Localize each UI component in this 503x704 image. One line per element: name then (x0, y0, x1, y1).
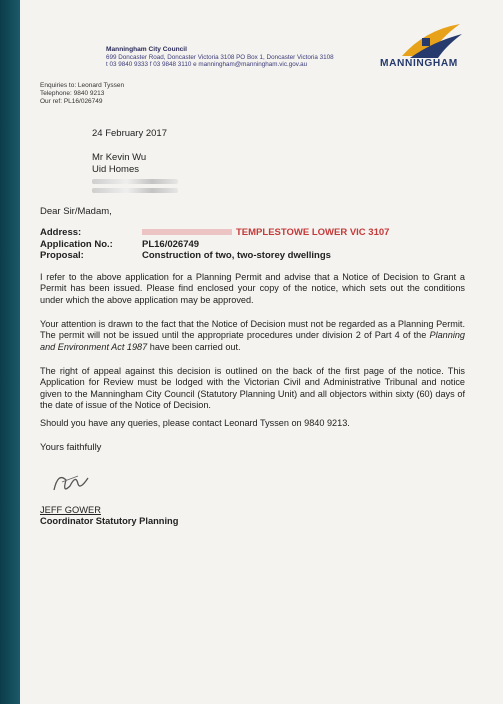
proposal-row (40, 250, 389, 262)
council-header (106, 46, 334, 69)
paragraph-attention: Your attention is drawn to the fact that the Notice of Decision must not be regarded as a Planning Permit. The permit will not be issued until the appropriate procedures under division 2 of Part 4 of the Planning and Environment Act 1987 have been carried out. (40, 319, 465, 352)
council-contact: t 03 9840 9333 f 03 9848 3110 e manningham@manningham.vic.gov.au (106, 61, 308, 69)
enquiries-telephone: Telephone: 9840 9213 (40, 89, 105, 97)
signature-image (48, 460, 98, 500)
paragraph-notice: I refer to the above application for a Planning Permit and advise that a Notice of Decision to Grant a Permit has been issued. Please find enclosed your copy of the notice, which sets out the conditions under which the above application may be approved. (40, 272, 465, 305)
side-color-bar (0, 0, 20, 704)
paragraph-appeal: The right of appeal against this decision is outlined on the back of the first page of the notice. This Application for Review must be lodged with the Victorian Civil and Administrative Tribunal and notice given to the Manningham City Council (Statutory Planning Unit) and all objectors within sixty (60) days of the date of issue of the Notice of Decision. (40, 366, 465, 411)
redacted-line (92, 188, 178, 193)
addressee-block (92, 152, 178, 193)
addressee-name: Mr Kevin Wu (92, 152, 147, 163)
closing: Yours faithfully (40, 442, 102, 453)
council-name: Manningham City Council (106, 46, 187, 53)
logo-wordmark: MANNINGHAM (380, 58, 458, 69)
application-row (40, 239, 389, 251)
signer-block (40, 505, 178, 527)
enquiries-contact: Enquiries to: Leonard Tyssen (40, 82, 125, 89)
address-row (40, 227, 389, 239)
enquiries-reference: Our ref: PL16/026749 (40, 97, 103, 105)
enquiries-block (40, 82, 124, 105)
proposal-label: Proposal: (40, 250, 84, 262)
redacted-line (92, 179, 178, 184)
council-address: 699 Doncaster Road, Doncaster Victoria 3108 PO Box 1, Doncaster Victoria 3108 (106, 53, 334, 61)
application-label: Application No.: (40, 238, 113, 250)
application-details (40, 227, 389, 262)
redacted-address (142, 229, 232, 235)
salutation: Dear Sir/Madam, (40, 206, 112, 217)
proposal-value: Construction of two, two-storey dwellings (142, 250, 331, 262)
address-label: Address: (40, 227, 82, 238)
signer-title: Coordinator Statutory Planning (40, 516, 179, 526)
address-value: TEMPLESTOWE LOWER VIC 3107 (236, 227, 390, 238)
application-value: PL16/026749 (142, 238, 200, 250)
act-title: Planning and Environment Act 1987 (40, 330, 465, 352)
addressee-company: Uid Homes (92, 163, 139, 175)
paragraph-queries: Should you have any queries, please contact Leonard Tyssen on 9840 9213. (40, 418, 350, 428)
signer-name: JEFF GOWER (40, 505, 101, 515)
letter-date: 24 February 2017 (92, 128, 167, 139)
